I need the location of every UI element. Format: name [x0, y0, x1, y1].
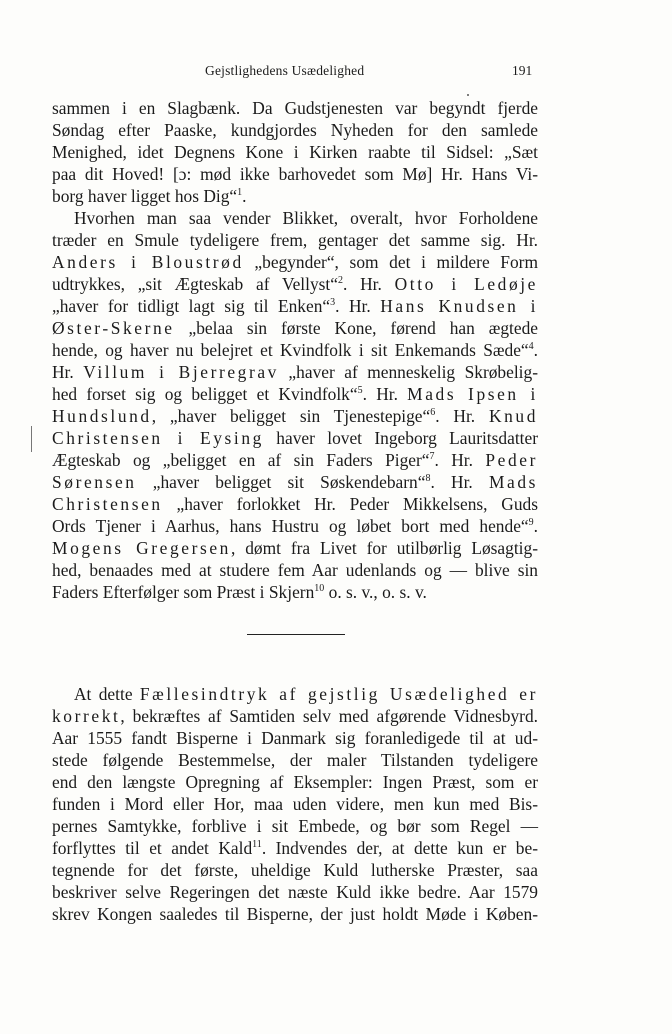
text-run: hende, og haver nu belejret et Kvindfolk i sit Enkemands Sæde“	[52, 340, 529, 360]
text-run: . Indvendes der, at dette kun er be-	[261, 838, 538, 858]
text-line	[52, 273, 538, 295]
text-run: , „haver beligget sin Tjenestepige“	[151, 406, 431, 426]
text-line: Menighed, idet Degnens Kone i Kirken raabte til Sidsel: „Sæt	[52, 142, 538, 162]
footnote-ref: 5	[357, 385, 363, 396]
text-run: „haver beligget sit Søskendebarn“	[136, 472, 426, 492]
spaced-name: Øster-Skerne	[52, 318, 175, 338]
text-line	[52, 361, 538, 383]
spaced-name: Sørensen	[52, 472, 137, 492]
text-line	[52, 493, 538, 515]
text-run: . Hr.	[342, 274, 395, 294]
text-run: udtrykkes, „sit Ægteskab af Vellyst“	[52, 274, 338, 294]
text-line	[52, 317, 538, 339]
text-line: hed, benaades med at studere fem Aar udenlands og — blive sin	[52, 560, 538, 580]
text-run: .	[533, 516, 538, 536]
text-run: Ords Tjener i Aarhus, hans Hustru og løbet bort med hende“	[52, 516, 529, 536]
footnote-ref: 3	[330, 297, 336, 308]
spaced-name: Mads Ipsen i	[407, 384, 538, 404]
text-run: . Hr.	[434, 450, 486, 470]
page-number: 191	[512, 63, 533, 78]
text-run: „haver for tidligt lagt sig til Enken“	[52, 296, 331, 316]
text-run: . Hr.	[335, 296, 381, 316]
text-line	[52, 427, 538, 449]
text-line	[52, 295, 538, 317]
text-line	[52, 471, 538, 493]
section-divider	[247, 634, 345, 635]
text-line: sammen i en Slagbænk. Da Gudstjenesten var begyndt fjerde	[52, 98, 538, 118]
text-line: tegnende for det første, uheldige Kuld lutherske Præster, saa	[52, 860, 538, 880]
text-line: funden i Mord eller Hor, maa uden videre, men kun med Bis-	[52, 794, 538, 814]
spaced-name: Fællesindtryk af gejstlig Usædelighed er	[139, 684, 538, 704]
text-line	[52, 581, 538, 603]
stray-mark	[467, 94, 469, 96]
text-line	[52, 837, 538, 859]
text-line	[52, 537, 538, 559]
text-line: paa dit Hoved! [ɔ: mød ikke barhovedet som Mø] Hr. Hans Vi-	[52, 164, 538, 184]
spaced-name: Hans Knudsen i	[380, 296, 539, 316]
spaced-name: Otto i Ledøje	[394, 274, 538, 294]
text-run: o. s. v., o. s. v.	[324, 582, 427, 602]
footnote-ref: 8	[425, 473, 431, 484]
text-line: Aar 1555 fandt Bisperne i Danmark sig foranledigede til at ud-	[52, 728, 538, 748]
footnote-ref: 10	[314, 583, 325, 594]
text-line: skrev Kongen saaledes til Bisperne, der just holdt Møde i Køben-	[52, 904, 538, 924]
text-run: . Hr.	[435, 406, 489, 426]
text-line	[52, 251, 538, 273]
text-run: „haver forlokket Hr. Peder Mikkelsens, Guds	[162, 494, 538, 514]
text-line	[52, 405, 538, 427]
text-run: hed forset sig og beligget et Kvindfolk“	[52, 384, 358, 404]
text-run: , bekræftes af Samtiden selv med afgørende Vidnesbyrd.	[120, 706, 538, 726]
text-line	[52, 383, 538, 405]
footnote-ref: 2	[337, 275, 343, 286]
text-run: . Hr.	[430, 472, 489, 492]
text-line: end den længste Opregning af Eksempler: Ingen Præst, som er	[52, 772, 538, 792]
text-line	[74, 683, 538, 705]
text-line	[52, 185, 538, 207]
text-run: „belaa sin første Kone, førend han ægtede	[174, 318, 538, 338]
text-run: „begynder“, som det i mildere Form	[243, 252, 538, 272]
text-run: borg haver ligget hos Dig“	[52, 186, 238, 206]
text-line	[52, 449, 538, 471]
text-line: stede følgende Bestemmelse, der maler Tilstanden tydeligere	[52, 750, 538, 770]
text-run: Ægteskab og „beligget en af sin Faders Piger“	[52, 450, 430, 470]
running-head: Gejstlighedens Usædelighed	[205, 63, 365, 78]
text-run: „haver af menneskelig Skrøbelig-	[278, 362, 538, 382]
margin-line	[31, 426, 32, 452]
spaced-name: Christensen i Eysing	[52, 428, 264, 448]
footnote-ref: 7	[429, 451, 435, 462]
footnote-ref: 1	[237, 187, 243, 198]
text-run: haver lovet Ingeborg Lauritsdatter	[263, 428, 538, 448]
spaced-name: Knud	[488, 406, 538, 426]
text-line: træder en Smule tydeligere frem, gentager det samme sig. Hr.	[52, 230, 538, 250]
text-line: Søndag efter Paaske, kundgjordes Nyheden for den samlede	[52, 120, 538, 140]
footnote-ref: 11	[252, 839, 262, 850]
footnote-ref: 9	[528, 517, 534, 528]
spaced-name: Mogens Gregersen	[52, 538, 231, 558]
text-line	[52, 515, 538, 537]
text-run: , dømt fra Livet for utilbørlig Løsagtig-	[230, 538, 538, 558]
spaced-name: Villum i Bjerregrav	[83, 362, 279, 382]
spaced-name: Peder	[485, 450, 538, 470]
text-run: Hr.	[52, 362, 84, 382]
spaced-name: Christensen	[52, 494, 163, 514]
spaced-name: Mads	[488, 472, 538, 492]
text-run: .	[533, 340, 538, 360]
footnote-ref: 4	[528, 341, 534, 352]
spaced-name: Anders i Bloustrød	[52, 252, 244, 272]
text-run: forflyttes til et andet Kald	[52, 838, 253, 858]
text-line: beskriver selve Regeringen det næste Kuld ikke bedre. Aar 1579	[52, 882, 538, 902]
text-run: Faders Efterfølger som Præst i Skjern	[52, 582, 315, 602]
spaced-name: Hundslund	[52, 406, 152, 426]
text-line	[52, 339, 538, 361]
text-line: pernes Samtykke, forblive i sit Embede, og bør som Regel —	[52, 816, 538, 836]
text-line: Hvorhen man saa vender Blikket, overalt, hvor Forholdene	[74, 208, 538, 228]
text-run: At dette	[74, 684, 140, 704]
text-line	[52, 705, 538, 727]
text-run: . Hr.	[362, 384, 408, 404]
spaced-name: korrekt	[52, 706, 121, 726]
text-run: .	[242, 186, 247, 206]
footnote-ref: 6	[430, 407, 436, 418]
